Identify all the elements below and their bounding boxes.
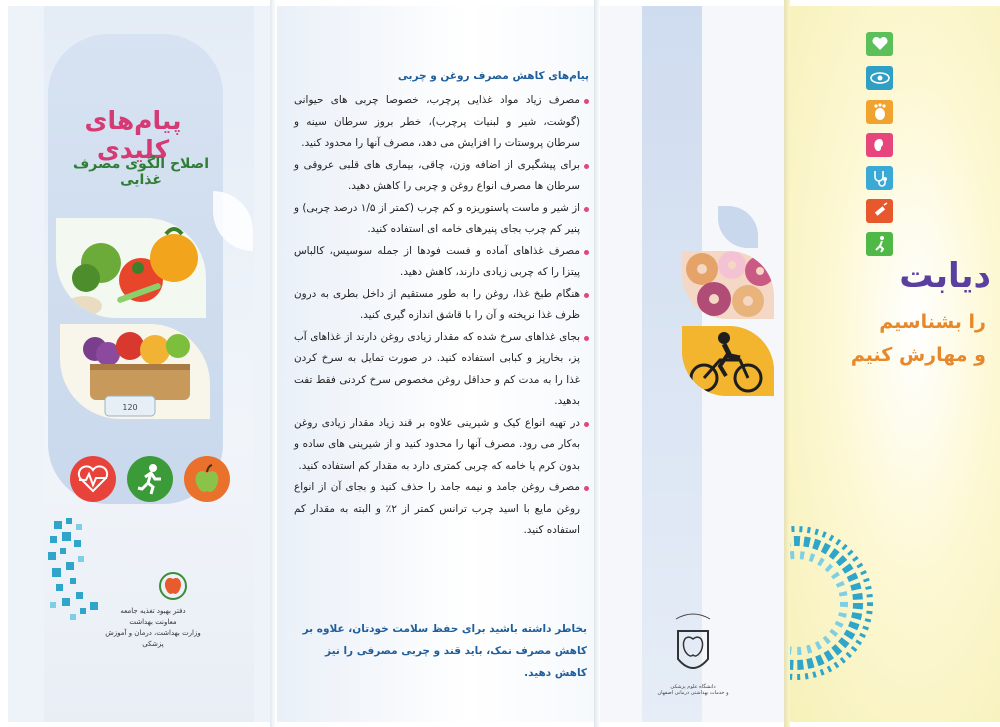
panel-inner-flap: [600, 6, 790, 722]
message-item: برای پیشگیری از اضافه وزن، چاقی، بیماری های قلبی عروقی و سرطان ها مصرف انواع روغن و چربی را کاهش دهید.: [294, 155, 589, 198]
message-item: مصرف زیاد مواد غذایی پرچرب، خصوصا چربی های حیوانی (گوشت، شیر و لبنیات پرچرب)، خطر بروز سرطان سینه و سرطان پروستات را افزایش می دهد، مصرف آنها را محدود کنید.: [294, 90, 589, 155]
diabetes-title: دیابت: [899, 256, 991, 296]
reminder-footer: بخاطر داشته باشید برای حفظ سلامت خودتان، علاوه بر کاهش مصرف نمک، باید قند و چربی مصرفی را نیز کاهش دهید.: [302, 623, 587, 679]
heart-pulse-icon: [70, 456, 116, 502]
foot-icon: [866, 100, 893, 124]
fold-line: [594, 0, 600, 727]
message-item: بجای غذاهای سرخ شده که مقدار زیادی روغن دارند از غذاهای آب پز، بخارپز و کبابی استفاده کنید. در صورت تمایل به سرخ کردن غذا را به مدت کم و حداقل روغن مخصوص سرخ کردنی فقط تفت بدهید.: [294, 327, 589, 413]
cover-subtitle-line-1: را بشناسیم: [879, 311, 986, 333]
food-pattern-subtitle: اصلاح الگوی مصرف غذایی: [72, 156, 210, 188]
university-text: [648, 684, 738, 696]
message-list: [294, 90, 589, 542]
exercise-icon: [866, 232, 893, 256]
stethoscope-icon: [866, 166, 893, 190]
fold-line: [270, 0, 276, 727]
scale-reading: 120: [122, 403, 138, 412]
university-line-1: دانشگاه علوم پزشکی: [670, 684, 716, 690]
ministry-line-3: وزارت بهداشت، درمان و آموزش پزشکی: [105, 629, 201, 648]
eye-icon: [866, 66, 893, 90]
runner-icon: [127, 456, 173, 502]
syringe-icon: [866, 199, 893, 223]
oil-reduction-heading: پیام‌های کاهش مصرف روغن و چربی: [397, 70, 589, 82]
fold-line: [784, 0, 790, 727]
apple-icon: [184, 456, 230, 502]
print-code: [279, 611, 289, 691]
panel-key-messages: [8, 6, 270, 722]
decor-leaf: [718, 206, 758, 248]
message-item: از شیر و ماست پاستوریزه و کم چرب (کمتر از ۱/۵ درصد چربی) و پنیر کم چرب بجای پنیرهای خامه ای استفاده کنید.: [294, 198, 589, 241]
message-item: هنگام طبخ غذا، روغن را به طور مستقیم از داخل بطری به درون ظرف غذا نریخته و آن را با قاشق اندازه گیری کنید.: [294, 284, 589, 327]
message-item: در تهیه انواع کیک و شیرینی علاوه بر قند زیاد مقدار زیادی روغن به‌کار می رود. مصرف آنها را محدود کنید و از شیرینی های ساده و بدون کرم یا خامه که چربی کمتری دارد به مقدار کم استفاده کنید.: [294, 413, 589, 478]
message-item: مصرف روغن جامد و نیمه جامد را حذف کنید و بجای آن از انواع روغن مایع با اسید چرب ترانس کمتر از ۲٪ و البته به مقدار کم استفاده کنید.: [294, 477, 589, 542]
message-item: مصرف غذاهای آماده و فست فودها از جمله سوسیس، کالباس پیتزا را که چربی زیادی دارند، کاهش دهید.: [294, 241, 589, 284]
kidney-icon: [866, 133, 893, 157]
ministry-line-2: معاونت بهداشت: [129, 618, 177, 626]
mosaic-pattern-left: [46, 516, 106, 626]
ministry-line-1: دفتر بهبود تغذیه جامعه: [120, 607, 186, 615]
ministry-text: [98, 606, 208, 650]
vegetables-image: [56, 218, 206, 318]
university-line-2: و خدمات بهداشتی درمانی اصفهان: [657, 690, 729, 696]
family-care-icon: [866, 32, 893, 56]
fruit-basket-image: [60, 324, 210, 419]
key-messages-title: پیام‌های کلیدی: [84, 106, 182, 164]
cover-subtitle-line-2: و مهارش کنیم: [850, 344, 986, 366]
ministry-logo: [158, 571, 188, 601]
panel-cover: [786, 6, 1000, 722]
university-emblem: [668, 611, 718, 681]
mosaic-ring-cover: [786, 518, 881, 688]
panel-oil-messages: [277, 6, 595, 722]
